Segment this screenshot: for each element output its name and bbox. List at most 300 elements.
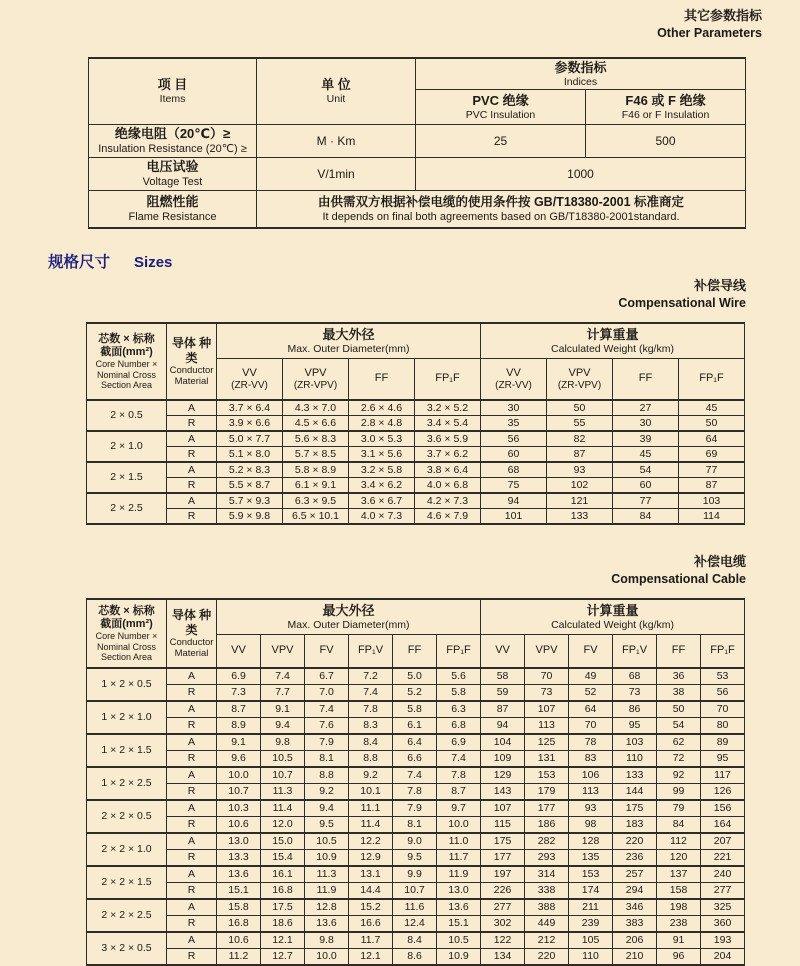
voltage-unit-cell: V/1min xyxy=(257,158,416,191)
value-cell: 10.0 xyxy=(217,767,261,784)
value-cell: 93 xyxy=(569,800,613,817)
value-cell: 49 xyxy=(569,668,613,685)
value-cell: 7.8 xyxy=(437,767,481,784)
value-cell: 236 xyxy=(613,850,657,867)
value-cell: 338 xyxy=(525,883,569,900)
value-cell: 7.4 xyxy=(349,685,393,702)
table-row xyxy=(87,400,745,416)
value-cell: 186 xyxy=(525,817,569,834)
value-cell: 220 xyxy=(525,949,569,966)
value-cell: 79 xyxy=(657,800,701,817)
value-cell: 6.1 xyxy=(393,718,437,735)
value-cell: 7.4 xyxy=(261,668,305,685)
value-cell: 129 xyxy=(481,767,525,784)
flame-text-cn: 由供需双方根据补偿电缆的使用条件按 GB/T18380-2001 标准商定 xyxy=(317,195,685,210)
column-header: FF xyxy=(349,359,415,401)
value-cell: 11.4 xyxy=(349,817,393,834)
value-cell: 9.6 xyxy=(217,751,261,768)
value-cell: 197 xyxy=(481,866,525,883)
table-row xyxy=(87,767,745,784)
value-cell: 77 xyxy=(613,493,679,509)
value-cell: 16.8 xyxy=(261,883,305,900)
value-cell: 12.8 xyxy=(305,899,349,916)
value-cell: 8.3 xyxy=(349,718,393,735)
conductor-material-cell: R xyxy=(167,817,217,834)
weight-header-cn: 计算重量 xyxy=(586,326,639,342)
value-cell: 87 xyxy=(547,447,613,463)
value-cell: 105 xyxy=(569,932,613,949)
table-row xyxy=(87,883,745,900)
core-size-cell: 1 × 2 × 2.5 xyxy=(87,767,167,800)
value-cell: 12.2 xyxy=(349,833,393,850)
value-cell: 36 xyxy=(657,668,701,685)
indices-header-en: Indices xyxy=(563,75,598,88)
value-cell: 11.9 xyxy=(305,883,349,900)
value-cell: 174 xyxy=(569,883,613,900)
calculated-weight-group-header xyxy=(481,599,745,635)
value-cell: 39 xyxy=(613,431,679,447)
value-cell: 68 xyxy=(613,668,657,685)
core-size-cell: 2 × 1.5 xyxy=(87,462,167,493)
value-cell: 10.5 xyxy=(305,833,349,850)
value-cell: 220 xyxy=(613,833,657,850)
conductor-material-cell: R xyxy=(167,685,217,702)
value-cell: 9.9 xyxy=(393,866,437,883)
conductor-material-column-header xyxy=(167,323,217,400)
value-cell: 6.6 xyxy=(393,751,437,768)
value-cell: 9.2 xyxy=(305,784,349,801)
conductor-material-cell: R xyxy=(167,883,217,900)
value-cell: 11.1 xyxy=(349,800,393,817)
items-header-cn: 项 目 xyxy=(157,77,188,93)
value-cell: 204 xyxy=(701,949,745,966)
conductor-material-cell: A xyxy=(167,462,217,478)
weight-header-en: Calculated Weight (kg/km) xyxy=(551,618,674,631)
value-cell: 45 xyxy=(679,400,745,416)
core-size-header-cn1: 芯数 × 标称 xyxy=(98,604,155,617)
conductor-material-cell: A xyxy=(167,800,217,817)
value-cell: 6.9 xyxy=(217,668,261,685)
value-cell: 3.8 × 6.4 xyxy=(415,462,481,478)
compensational-wire-label xyxy=(618,278,746,311)
column-header: VV xyxy=(217,635,261,669)
value-cell: 121 xyxy=(547,493,613,509)
value-cell: 56 xyxy=(701,685,745,702)
value-cell: 104 xyxy=(481,734,525,751)
value-cell: 94 xyxy=(481,718,525,735)
value-cell: 13.0 xyxy=(217,833,261,850)
value-cell: 13.6 xyxy=(305,916,349,933)
column-header: VV (ZR-VV) xyxy=(217,359,283,401)
value-cell: 11.2 xyxy=(217,949,261,966)
voltage-item-en: Voltage Test xyxy=(142,175,203,188)
value-cell: 89 xyxy=(701,734,745,751)
value-cell: 16.8 xyxy=(217,916,261,933)
conductor-material-cell: A xyxy=(167,734,217,751)
column-header: VPV xyxy=(261,635,305,669)
value-cell: 107 xyxy=(481,800,525,817)
value-cell: 277 xyxy=(701,883,745,900)
value-cell: 198 xyxy=(657,899,701,916)
value-cell: 10.3 xyxy=(217,800,261,817)
core-size-header-cn1: 芯数 × 标称 xyxy=(98,332,155,345)
value-cell: 10.9 xyxy=(437,949,481,966)
conductor-material-cell: R xyxy=(167,509,217,525)
conductor-material-cell: A xyxy=(167,701,217,718)
flame-resistance-row xyxy=(89,191,746,229)
conductor-material-cell: R xyxy=(167,478,217,494)
value-cell: 50 xyxy=(679,416,745,432)
value-cell: 210 xyxy=(613,949,657,966)
value-cell: 78 xyxy=(569,734,613,751)
value-cell: 18.6 xyxy=(261,916,305,933)
conductor-material-cell: A xyxy=(167,668,217,685)
value-cell: 86 xyxy=(613,701,657,718)
value-cell: 95 xyxy=(701,751,745,768)
value-cell: 93 xyxy=(547,462,613,478)
flame-item-cell xyxy=(89,191,257,229)
value-cell: 80 xyxy=(701,718,745,735)
conductor-material-cell: R xyxy=(167,850,217,867)
flame-item-cn: 阻燃性能 xyxy=(146,194,199,210)
value-cell: 9.0 xyxy=(393,833,437,850)
table-row xyxy=(87,478,745,494)
compensational-wire-table xyxy=(86,322,745,525)
value-cell: 83 xyxy=(569,751,613,768)
insulation-item-cell xyxy=(89,125,257,158)
value-cell: 13.6 xyxy=(437,899,481,916)
value-cell: 12.1 xyxy=(261,932,305,949)
table-row xyxy=(87,447,745,463)
value-cell: 11.3 xyxy=(305,866,349,883)
column-header: FF xyxy=(393,635,437,669)
value-cell: 4.0 × 7.3 xyxy=(349,509,415,525)
pvc-header-en: PVC Insulation xyxy=(465,108,536,121)
value-cell: 5.9 × 9.8 xyxy=(217,509,283,525)
value-cell: 117 xyxy=(701,767,745,784)
value-cell: 55 xyxy=(547,416,613,432)
column-header: VPV (ZR-VPV) xyxy=(547,359,613,401)
value-cell: 5.7 × 8.5 xyxy=(283,447,349,463)
value-cell: 64 xyxy=(679,431,745,447)
sizes-heading-cn: 规格尺寸 xyxy=(48,254,111,271)
value-cell: 122 xyxy=(481,932,525,949)
value-cell: 16.1 xyxy=(261,866,305,883)
column-header: VV xyxy=(481,635,525,669)
value-cell: 9.1 xyxy=(261,701,305,718)
conductor-material-cell: R xyxy=(167,949,217,966)
value-cell: 9.4 xyxy=(261,718,305,735)
value-cell: 101 xyxy=(481,509,547,525)
value-cell: 95 xyxy=(613,718,657,735)
value-cell: 135 xyxy=(569,850,613,867)
value-cell: 207 xyxy=(701,833,745,850)
value-cell: 7.4 xyxy=(305,701,349,718)
value-cell: 96 xyxy=(657,949,701,966)
table-row xyxy=(87,932,745,949)
insulation-item-cn: 绝缘电阻（20℃）≥ xyxy=(114,126,231,142)
value-cell: 134 xyxy=(481,949,525,966)
value-cell: 87 xyxy=(679,478,745,494)
value-cell: 8.1 xyxy=(393,817,437,834)
conductor-material-cell: R xyxy=(167,751,217,768)
value-cell: 114 xyxy=(679,509,745,525)
value-cell: 17.5 xyxy=(261,899,305,916)
value-cell: 3.1 × 5.6 xyxy=(349,447,415,463)
value-cell: 6.1 × 9.1 xyxy=(283,478,349,494)
value-cell: 240 xyxy=(701,866,745,883)
value-cell: 10.5 xyxy=(437,932,481,949)
table-row xyxy=(87,800,745,817)
value-cell: 7.8 xyxy=(349,701,393,718)
value-cell: 7.0 xyxy=(305,685,349,702)
table-row xyxy=(87,431,745,447)
value-cell: 7.2 xyxy=(349,668,393,685)
core-size-cell: 2 × 2.5 xyxy=(87,493,167,524)
value-cell: 6.7 xyxy=(305,668,349,685)
value-cell: 346 xyxy=(613,899,657,916)
value-cell: 4.2 × 7.3 xyxy=(415,493,481,509)
value-cell: 6.4 xyxy=(393,734,437,751)
value-cell: 15.8 xyxy=(217,899,261,916)
value-cell: 98 xyxy=(569,817,613,834)
value-cell: 73 xyxy=(613,685,657,702)
value-cell: 7.9 xyxy=(305,734,349,751)
value-cell: 10.5 xyxy=(261,751,305,768)
core-size-header-en: Core Number × Nominal Cross Section Area xyxy=(95,359,158,390)
value-cell: 177 xyxy=(481,850,525,867)
compensational-cable-label xyxy=(611,554,746,587)
value-cell: 50 xyxy=(657,701,701,718)
value-cell: 3.6 × 5.9 xyxy=(415,431,481,447)
conductor-material-column-header xyxy=(167,599,217,668)
other-parameters-table xyxy=(88,57,746,229)
items-header-en: Items xyxy=(159,93,186,106)
value-cell: 56 xyxy=(481,431,547,447)
value-cell: 58 xyxy=(481,668,525,685)
value-cell: 8.7 xyxy=(217,701,261,718)
value-cell: 4.3 × 7.0 xyxy=(283,400,349,416)
value-cell: 177 xyxy=(525,800,569,817)
value-cell: 15.1 xyxy=(217,883,261,900)
value-cell: 133 xyxy=(613,767,657,784)
value-cell: 11.6 xyxy=(393,899,437,916)
value-cell: 77 xyxy=(679,462,745,478)
core-size-cell: 1 × 2 × 1.5 xyxy=(87,734,167,767)
value-cell: 238 xyxy=(657,916,701,933)
value-cell: 54 xyxy=(657,718,701,735)
core-size-header-en: Core Number × Nominal Cross Section Area xyxy=(95,631,158,662)
value-cell: 156 xyxy=(701,800,745,817)
value-cell: 103 xyxy=(613,734,657,751)
value-cell: 84 xyxy=(657,817,701,834)
value-cell: 5.1 × 8.0 xyxy=(217,447,283,463)
value-cell: 72 xyxy=(657,751,701,768)
value-cell: 360 xyxy=(701,916,745,933)
conductor-material-cell: R xyxy=(167,784,217,801)
column-header: FV xyxy=(569,635,613,669)
value-cell: 8.8 xyxy=(349,751,393,768)
value-cell: 3.6 × 6.7 xyxy=(349,493,415,509)
value-cell: 13.6 xyxy=(217,866,261,883)
unit-header-cn: 单 位 xyxy=(321,77,351,93)
value-cell: 12.9 xyxy=(349,850,393,867)
value-cell: 314 xyxy=(525,866,569,883)
value-cell: 16.6 xyxy=(349,916,393,933)
value-cell: 30 xyxy=(613,416,679,432)
unit-header-en: Unit xyxy=(326,93,346,106)
value-cell: 3.9 × 6.6 xyxy=(217,416,283,432)
core-size-column-header xyxy=(87,323,167,400)
insulation-resistance-row xyxy=(89,125,746,158)
value-cell: 179 xyxy=(525,784,569,801)
table-row xyxy=(87,916,745,933)
value-cell: 5.8 xyxy=(437,685,481,702)
value-cell: 257 xyxy=(613,866,657,883)
value-cell: 3.7 × 6.4 xyxy=(217,400,283,416)
table-row xyxy=(87,751,745,768)
value-cell: 75 xyxy=(481,478,547,494)
value-cell: 10.9 xyxy=(305,850,349,867)
value-cell: 3.4 × 5.4 xyxy=(415,416,481,432)
core-size-cell: 2 × 1.0 xyxy=(87,431,167,462)
value-cell: 113 xyxy=(525,718,569,735)
value-cell: 212 xyxy=(525,932,569,949)
conductor-material-cell: R xyxy=(167,416,217,432)
core-size-cell: 1 × 2 × 1.0 xyxy=(87,701,167,734)
diameter-header-en: Max. Outer Diameter(mm) xyxy=(287,342,410,355)
column-header: FP₁F xyxy=(437,635,481,669)
value-cell: 99 xyxy=(657,784,701,801)
value-cell: 175 xyxy=(613,800,657,817)
value-cell: 3.0 × 5.3 xyxy=(349,431,415,447)
insulation-pvc-value: 25 xyxy=(416,125,586,158)
value-cell: 183 xyxy=(613,817,657,834)
f46-insulation-column-header xyxy=(586,90,746,125)
value-cell: 6.9 xyxy=(437,734,481,751)
value-cell: 70 xyxy=(525,668,569,685)
value-cell: 8.1 xyxy=(305,751,349,768)
column-header: VPV xyxy=(525,635,569,669)
value-cell: 60 xyxy=(481,447,547,463)
calculated-weight-group-header xyxy=(481,323,745,359)
value-cell: 125 xyxy=(525,734,569,751)
value-cell: 144 xyxy=(613,784,657,801)
value-cell: 106 xyxy=(569,767,613,784)
table-row xyxy=(87,866,745,883)
core-size-cell: 2 × 2 × 2.5 xyxy=(87,899,167,932)
compensational-cable-table xyxy=(86,598,745,966)
value-cell: 60 xyxy=(613,478,679,494)
value-cell: 11.3 xyxy=(261,784,305,801)
value-cell: 4.5 × 6.6 xyxy=(283,416,349,432)
value-cell: 128 xyxy=(569,833,613,850)
value-cell: 15.1 xyxy=(437,916,481,933)
wire-label-cn: 补偿导线 xyxy=(693,278,746,293)
value-cell: 2.6 × 4.6 xyxy=(349,400,415,416)
value-cell: 30 xyxy=(481,400,547,416)
value-cell: 38 xyxy=(657,685,701,702)
value-cell: 2.8 × 4.8 xyxy=(349,416,415,432)
value-cell: 9.8 xyxy=(305,932,349,949)
value-cell: 15.0 xyxy=(261,833,305,850)
table-row xyxy=(87,817,745,834)
value-cell: 226 xyxy=(481,883,525,900)
diameter-header-en: Max. Outer Diameter(mm) xyxy=(287,618,410,631)
table-row xyxy=(87,784,745,801)
voltage-test-row xyxy=(89,158,746,191)
value-cell: 45 xyxy=(613,447,679,463)
value-cell: 7.4 xyxy=(437,751,481,768)
value-cell: 7.3 xyxy=(217,685,261,702)
value-cell: 94 xyxy=(481,493,547,509)
value-cell: 10.0 xyxy=(305,949,349,966)
insulation-f46-value: 500 xyxy=(586,125,746,158)
core-size-column-header xyxy=(87,599,167,668)
table-row xyxy=(87,833,745,850)
value-cell: 113 xyxy=(569,784,613,801)
value-cell: 52 xyxy=(569,685,613,702)
core-size-cell: 2 × 2 × 1.0 xyxy=(87,833,167,866)
value-cell: 193 xyxy=(701,932,745,949)
value-cell: 6.8 xyxy=(437,718,481,735)
core-size-header-cn2: 截面(mm²) xyxy=(100,617,153,630)
value-cell: 293 xyxy=(525,850,569,867)
f46-header-cn: F46 或 F 绝缘 xyxy=(625,92,706,108)
cable-label-cn: 补偿电缆 xyxy=(693,554,746,569)
voltage-item-cn: 电压试验 xyxy=(146,159,199,175)
value-cell: 11.0 xyxy=(437,833,481,850)
conductor-material-cell: A xyxy=(167,400,217,416)
value-cell: 92 xyxy=(657,767,701,784)
value-cell: 59 xyxy=(481,685,525,702)
value-cell: 11.7 xyxy=(349,932,393,949)
value-cell: 131 xyxy=(525,751,569,768)
value-cell: 9.1 xyxy=(217,734,261,751)
value-cell: 9.4 xyxy=(305,800,349,817)
table-row xyxy=(87,734,745,751)
insulation-unit-cell: M · Km xyxy=(257,125,416,158)
value-cell: 68 xyxy=(481,462,547,478)
value-cell: 302 xyxy=(481,916,525,933)
column-header: VPV (ZR-VPV) xyxy=(283,359,349,401)
unit-column-header xyxy=(257,58,416,125)
value-cell: 7.6 xyxy=(305,718,349,735)
max-outer-diameter-group-header xyxy=(217,323,481,359)
conductor-header-cn: 导体 种类 xyxy=(171,607,212,637)
value-cell: 239 xyxy=(569,916,613,933)
value-cell: 8.9 xyxy=(217,718,261,735)
value-cell: 8.4 xyxy=(349,734,393,751)
table-row xyxy=(87,850,745,867)
value-cell: 70 xyxy=(701,701,745,718)
value-cell: 115 xyxy=(481,817,525,834)
value-cell: 3.7 × 6.2 xyxy=(415,447,481,463)
value-cell: 9.8 xyxy=(261,734,305,751)
value-cell: 221 xyxy=(701,850,745,867)
value-cell: 110 xyxy=(613,751,657,768)
conductor-material-cell: R xyxy=(167,447,217,463)
table-row xyxy=(87,685,745,702)
value-cell: 13.1 xyxy=(349,866,393,883)
cable-label-en: Compensational Cable xyxy=(611,571,746,586)
value-cell: 109 xyxy=(481,751,525,768)
value-cell: 277 xyxy=(481,899,525,916)
value-cell: 53 xyxy=(701,668,745,685)
value-cell: 9.7 xyxy=(437,800,481,817)
value-cell: 70 xyxy=(569,718,613,735)
value-cell: 5.0 xyxy=(393,668,437,685)
